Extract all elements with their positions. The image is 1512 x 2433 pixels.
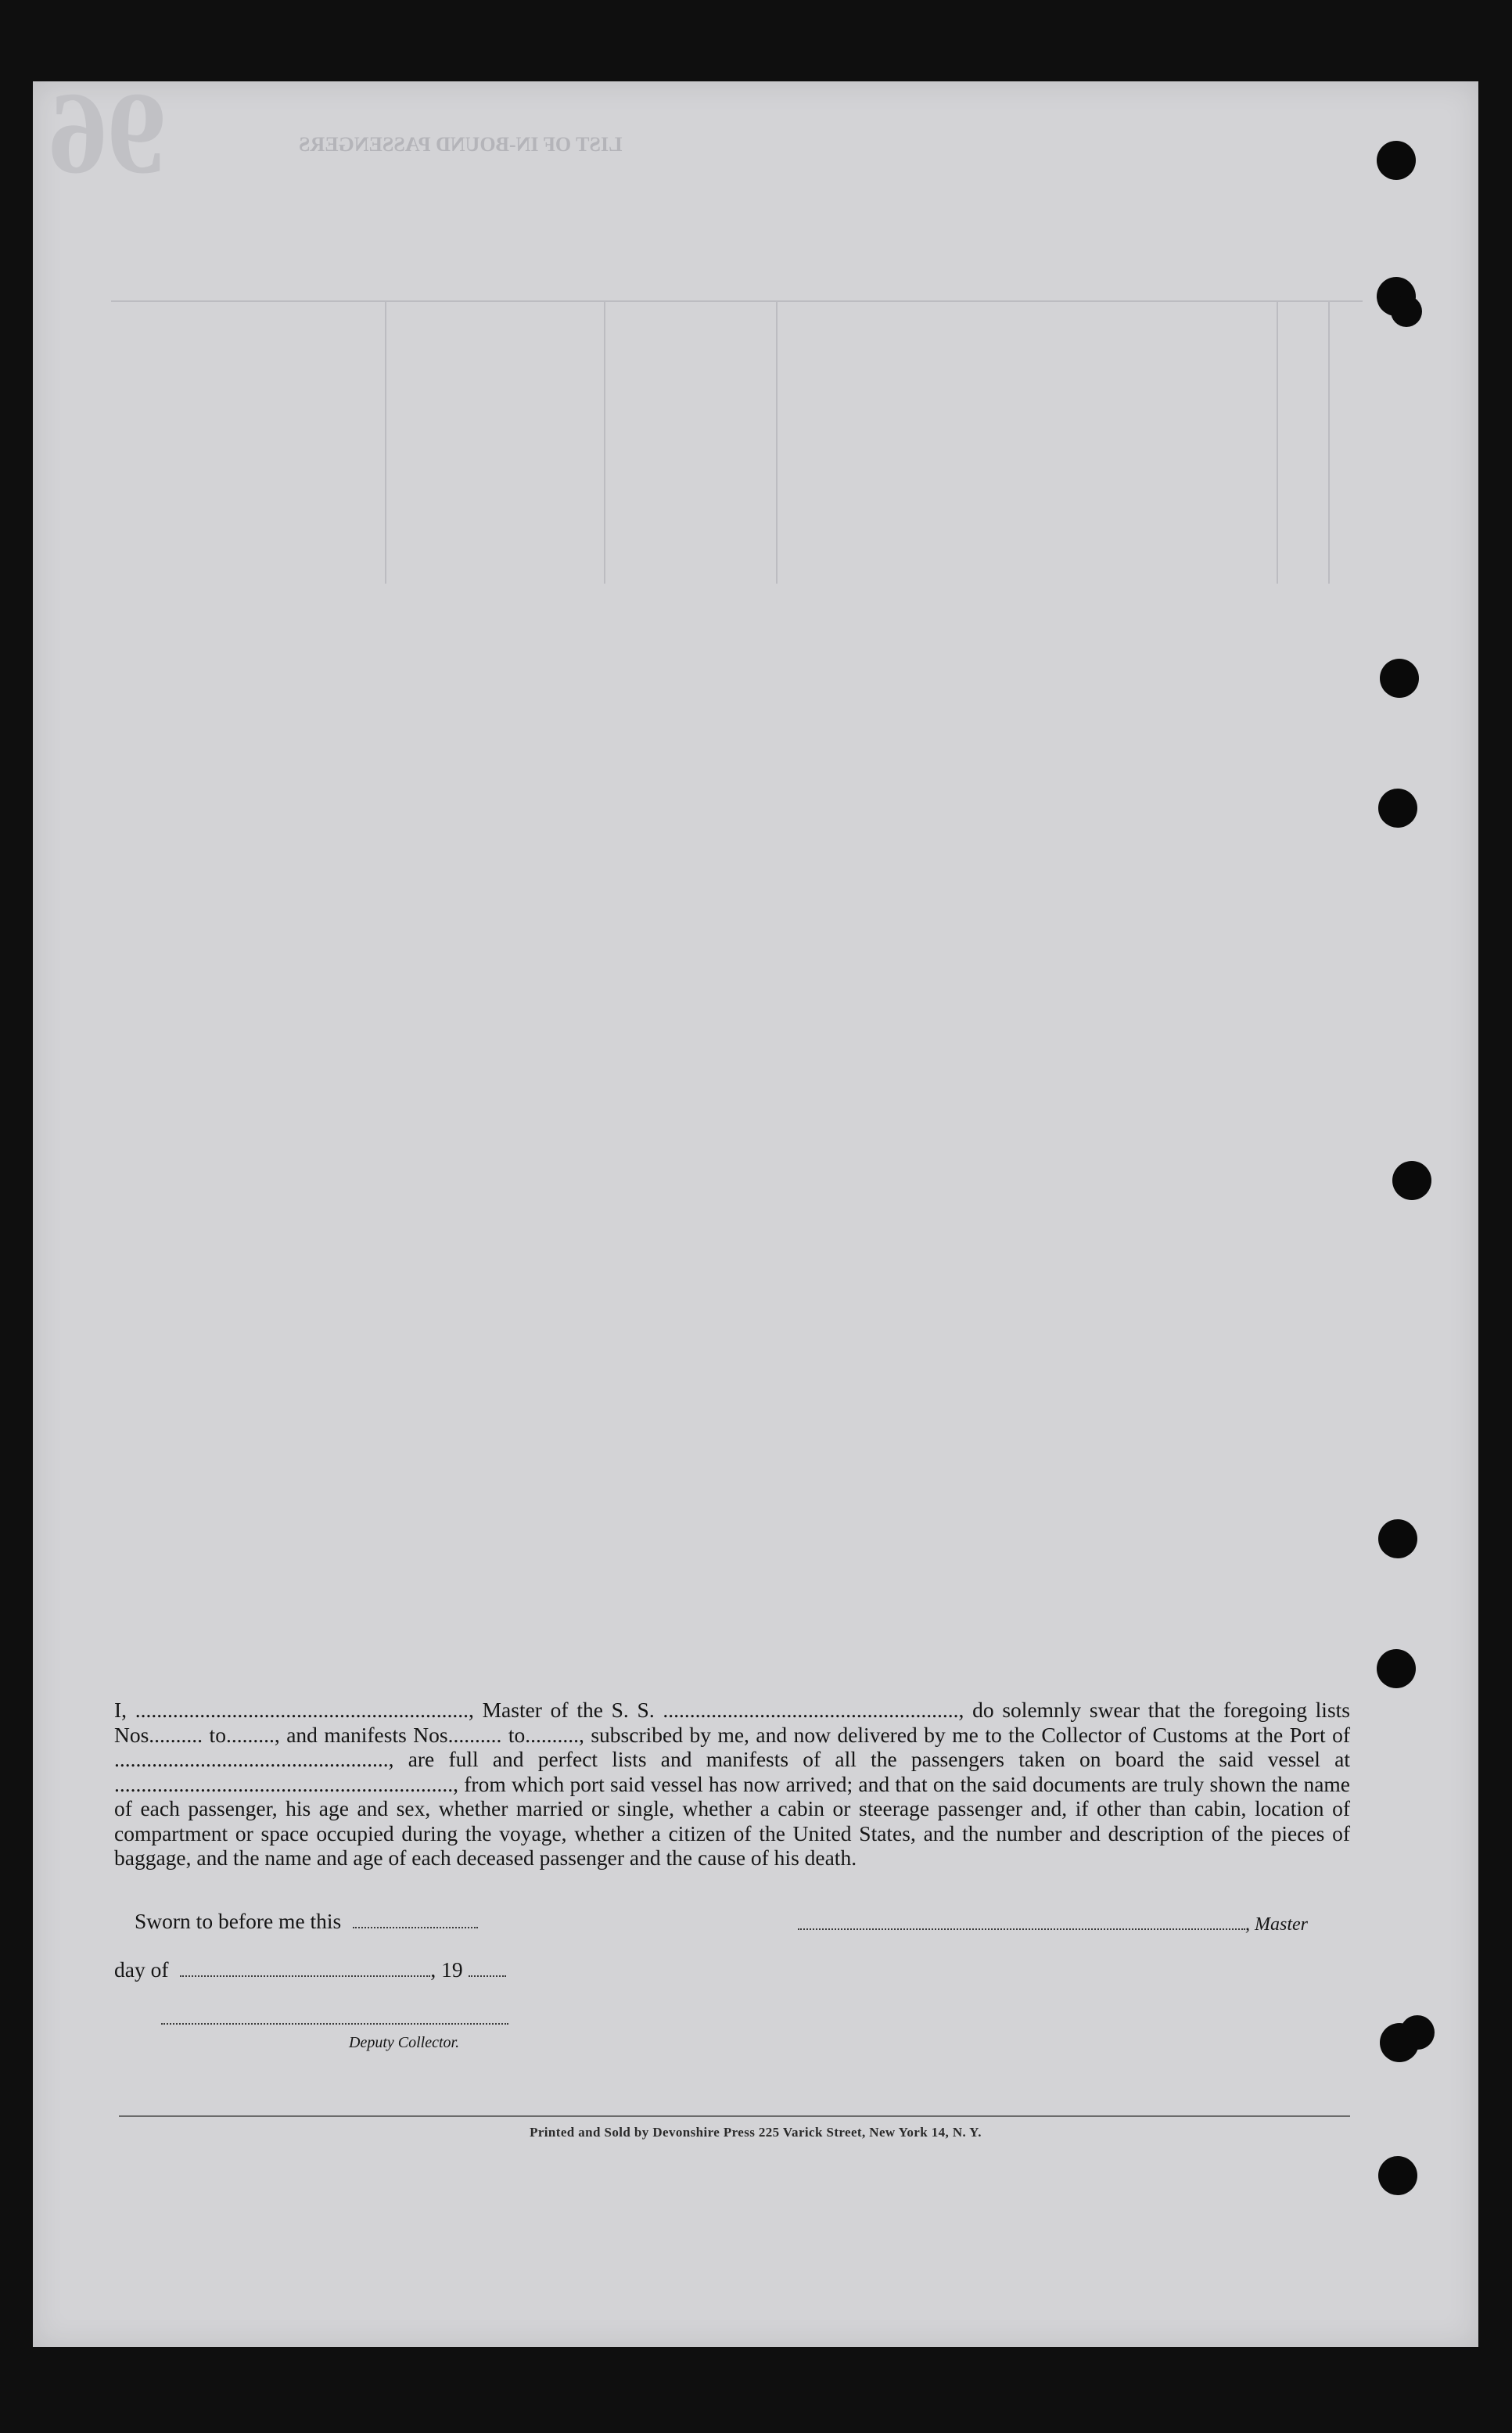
ghost-table-right	[1328, 302, 1330, 584]
ghost-table-col-2	[604, 302, 605, 584]
binder-hole-2b	[1391, 296, 1422, 327]
oath-text: I, .............................................................., Master of the S. S. ......................................................., do solemnly swear that the foregoing lists Nos.......... to........., and manifests Nos.......... to.........., subscribed by me, and now delivered by me to the Collector of Customs at the Port of ..................................................., are full and perfect lists and manifests of all the passengers taken on board the said vessel at ..............................................................., from which port said vessel has now arrived; and that on the said documents are truly shown the name of each passenger, his age and sex, whether married or single, whether a cabin or steerage passenger and, if other than cabin, location of compartment or space occupied during the voyage, whether a citizen of the United States, and the number and description of the pieces of baggage, and the name and age of each deceased passenger and the cause of his death.	[114, 1698, 1350, 1870]
binder-hole-9	[1378, 2156, 1417, 2195]
master-label: , Master	[1245, 1914, 1308, 1935]
sworn-blank	[353, 1910, 478, 1928]
master-signature-blank	[798, 1911, 1245, 1930]
ghost-page-number: 96	[48, 68, 166, 198]
deputy-collector-label: Deputy Collector.	[349, 2034, 460, 2051]
year-label: , 19	[430, 1957, 463, 1982]
footer-rule	[119, 2115, 1350, 2117]
day-of-blank	[180, 1958, 430, 1977]
year-blank	[469, 1958, 506, 1977]
ghost-table-col-1	[385, 302, 386, 584]
ghost-table-top	[111, 300, 1363, 302]
binder-hole-5	[1392, 1161, 1431, 1200]
binder-hole-1	[1377, 141, 1416, 180]
binder-hole-4	[1378, 789, 1417, 828]
day-of-label: day of	[114, 1957, 169, 1982]
master-signature-line	[798, 1910, 1308, 1935]
master-oath-paragraph	[114, 1698, 1350, 1871]
ghost-table-col-3	[776, 302, 778, 584]
sworn-label: Sworn to before me this	[135, 1909, 342, 1933]
document-page	[33, 68, 1478, 2347]
sworn-line	[135, 1909, 478, 1934]
deputy-collector-line	[161, 2006, 508, 2025]
binder-hole-7	[1377, 1649, 1416, 1688]
deputy-signature-blank	[161, 2006, 508, 2025]
binder-hole-6	[1378, 1519, 1417, 1558]
binder-hole-8b	[1400, 2015, 1435, 2050]
printer-imprint: Printed and Sold by Devonshire Press 225 Varick Street, New York 14, N. Y.	[530, 2125, 982, 2140]
day-of-line	[114, 1957, 506, 1982]
binder-hole-3	[1380, 659, 1419, 698]
ghost-table-col-4	[1277, 302, 1278, 584]
ghost-heading: LIST OF IN-BOUND PASSENGERS	[299, 133, 623, 156]
